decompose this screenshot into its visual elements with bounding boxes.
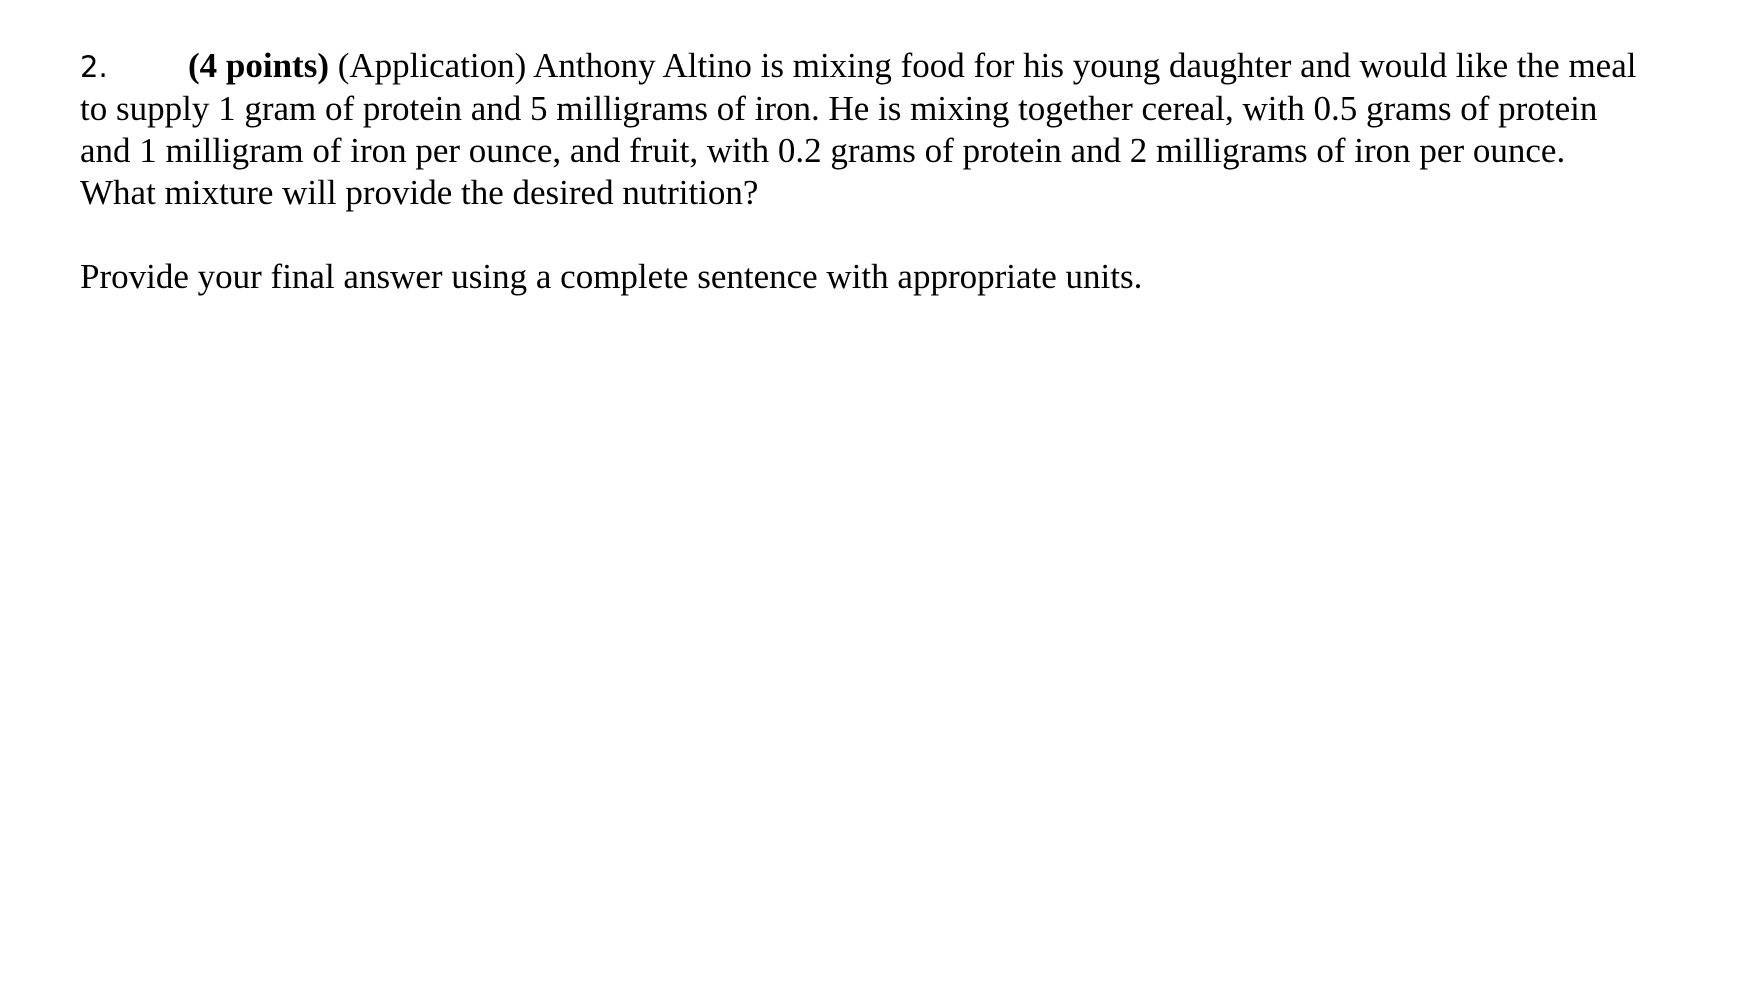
problem-points: (4 points) bbox=[188, 46, 329, 85]
problem-number: 2. bbox=[80, 50, 108, 84]
problem-text: (Application) Anthony Altino is mixing food for his young daughter and would like the meal to supply 1 gram of protein and 5 milligrams of iron. He is mixing together cereal, with 0.5 grams of protein and 1 milligram of iron per ounce, and fruit, with 0.2 grams of protein and 2 milligrams of iron per ounce. What mixture will provide the desired nutrition? bbox=[80, 46, 1637, 212]
problem-paragraph bbox=[80, 45, 1640, 214]
answer-instruction: Provide your final answer using a complete sentence with appropriate units. bbox=[80, 257, 1143, 296]
